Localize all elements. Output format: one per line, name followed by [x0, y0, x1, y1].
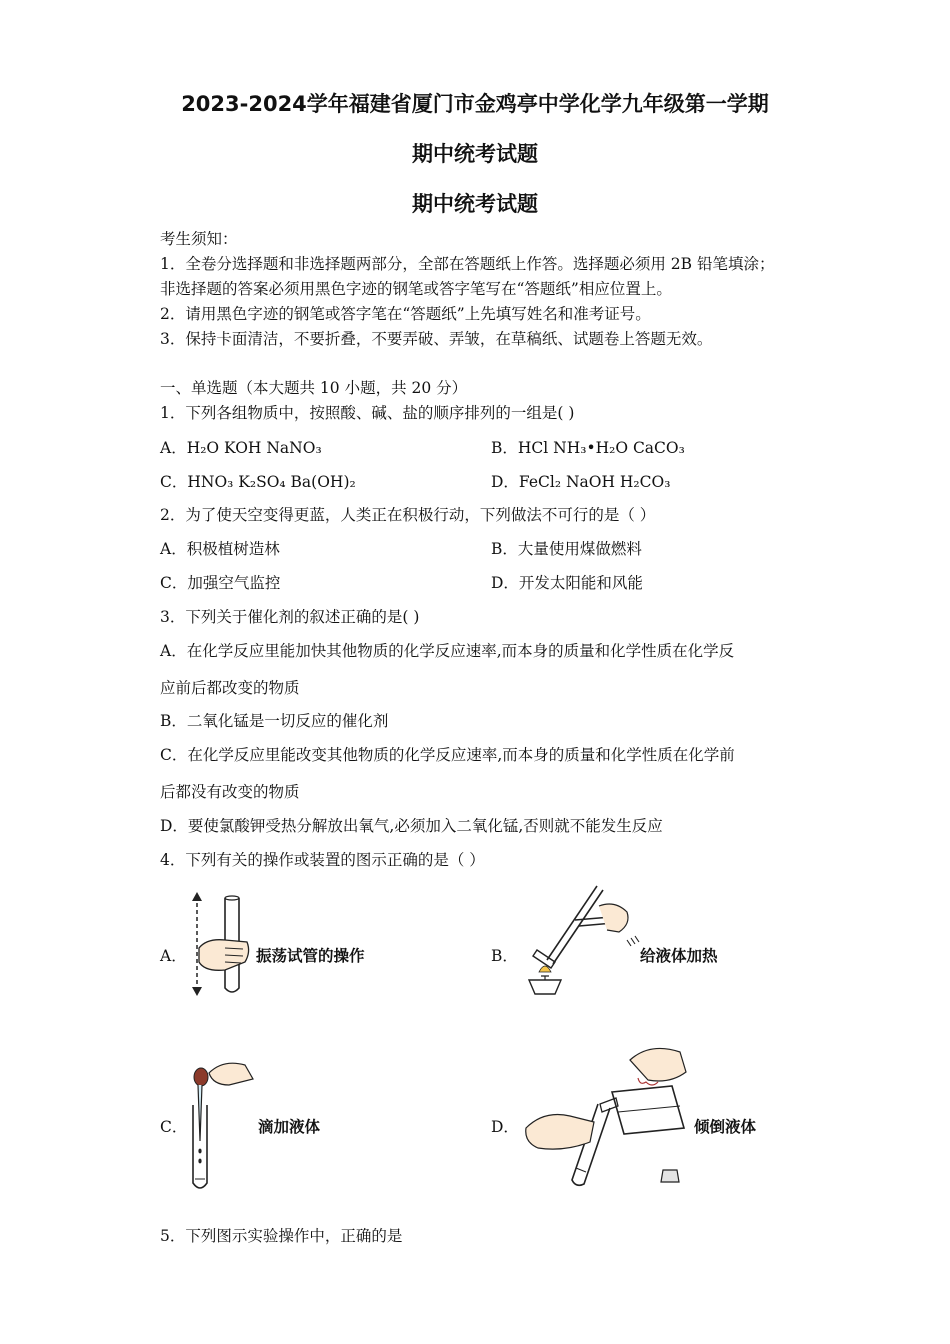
notice-line-1b: 非选择题的答案必须用黑色字迹的钢笔或答字笔写在“答题纸”相应位置上。 [160, 280, 672, 298]
question-2-stem: 2．为了使天空变得更蓝，人类正在积极行动，下列做法不可行的是（ ） [160, 506, 656, 524]
question-1-stem: 1．下列各组物质中，按照酸、碱、盐的顺序排列的一组是( ) [160, 404, 575, 422]
question-4-option-c-letter: C． [160, 1118, 188, 1136]
question-3-stem: 3．下列关于催化剂的叙述正确的是( ) [160, 608, 420, 626]
question-4-stem: 4．下列有关的操作或装置的图示正确的是（ ） [160, 851, 485, 869]
question-1-option-c: C．HNO₃ K₂SO₄ Ba(OH)₂ [160, 473, 356, 491]
question-3-option-a: A．在化学反应里能加快其他物质的化学反应速率,而本身的质量和化学性质在化学反 [160, 642, 735, 660]
page-subtitle: 期中统考试题 [412, 142, 538, 166]
question-4-option-d-letter: D． [491, 1118, 519, 1136]
question-2-option-c: C．加强空气监控 [160, 574, 281, 592]
page-title: 2023-2024学年福建省厦门市金鸡亭中学化学九年级第一学期 [181, 92, 769, 116]
question-2-option-d: D．开发太阳能和风能 [491, 574, 643, 592]
section-heading: 一、单选题（本大题共 10 小题，共 20 分） [160, 379, 468, 397]
question-1-option-a: A．H₂O KOH NaNO₃ [160, 439, 322, 457]
question-3-option-b: B．二氧化锰是一切反应的催化剂 [160, 712, 389, 730]
question-4-option-a-caption: 振荡试管的操作 [256, 946, 365, 965]
question-5-stem: 5．下列图示实验操作中，正确的是 [160, 1227, 403, 1245]
question-3-option-c-cont: 后都没有改变的物质 [160, 783, 300, 801]
question-3-option-a-cont: 应前后都改变的物质 [160, 679, 300, 697]
question-4-option-b-caption: 给液体加热 [640, 946, 718, 965]
question-4-option-a-letter: A． [160, 947, 187, 965]
question-4-option-c-caption: 滴加液体 [258, 1117, 321, 1136]
question-2-option-a: A．积极植树造林 [160, 540, 280, 558]
notice-line-1a: 1．全卷分选择题和非选择题两部分，全部在答题纸上作答。选择题必须用 2B 铅笔填涂； [160, 255, 775, 273]
question-2-option-b: B．大量使用煤做燃料 [491, 540, 642, 558]
dropping-liquid-illustration [185, 1055, 255, 1195]
page-subtitle-repeat: 期中统考试题 [412, 192, 538, 216]
heating-liquid-illustration [515, 880, 640, 998]
shaking-test-tube-illustration [185, 892, 255, 997]
question-3-option-d: D．要使氯酸钾受热分解放出氧气,必须加入二氧化锰,否则就不能发生反应 [160, 817, 663, 835]
question-4-option-b-letter: B． [491, 947, 518, 965]
pouring-liquid-illustration [520, 1042, 695, 1192]
notice-line-3: 3．保持卡面清洁，不要折叠，不要弄破、弄皱，在草稿纸、试题卷上答题无效。 [160, 330, 713, 348]
question-1-option-b: B．HCl NH₃•H₂O CaCO₃ [491, 439, 685, 457]
notice-line-2: 2．请用黑色字迹的钢笔或答字笔在“答题纸”上先填写姓名和准考证号。 [160, 305, 651, 323]
notice-heading: 考生须知： [160, 230, 238, 248]
question-4-option-d-caption: 倾倒液体 [694, 1117, 757, 1136]
question-1-option-d: D．FeCl₂ NaOH H₂CO₃ [491, 473, 671, 491]
question-3-option-c: C．在化学反应里能改变其他物质的化学反应速率,而本身的质量和化学性质在化学前 [160, 746, 735, 764]
